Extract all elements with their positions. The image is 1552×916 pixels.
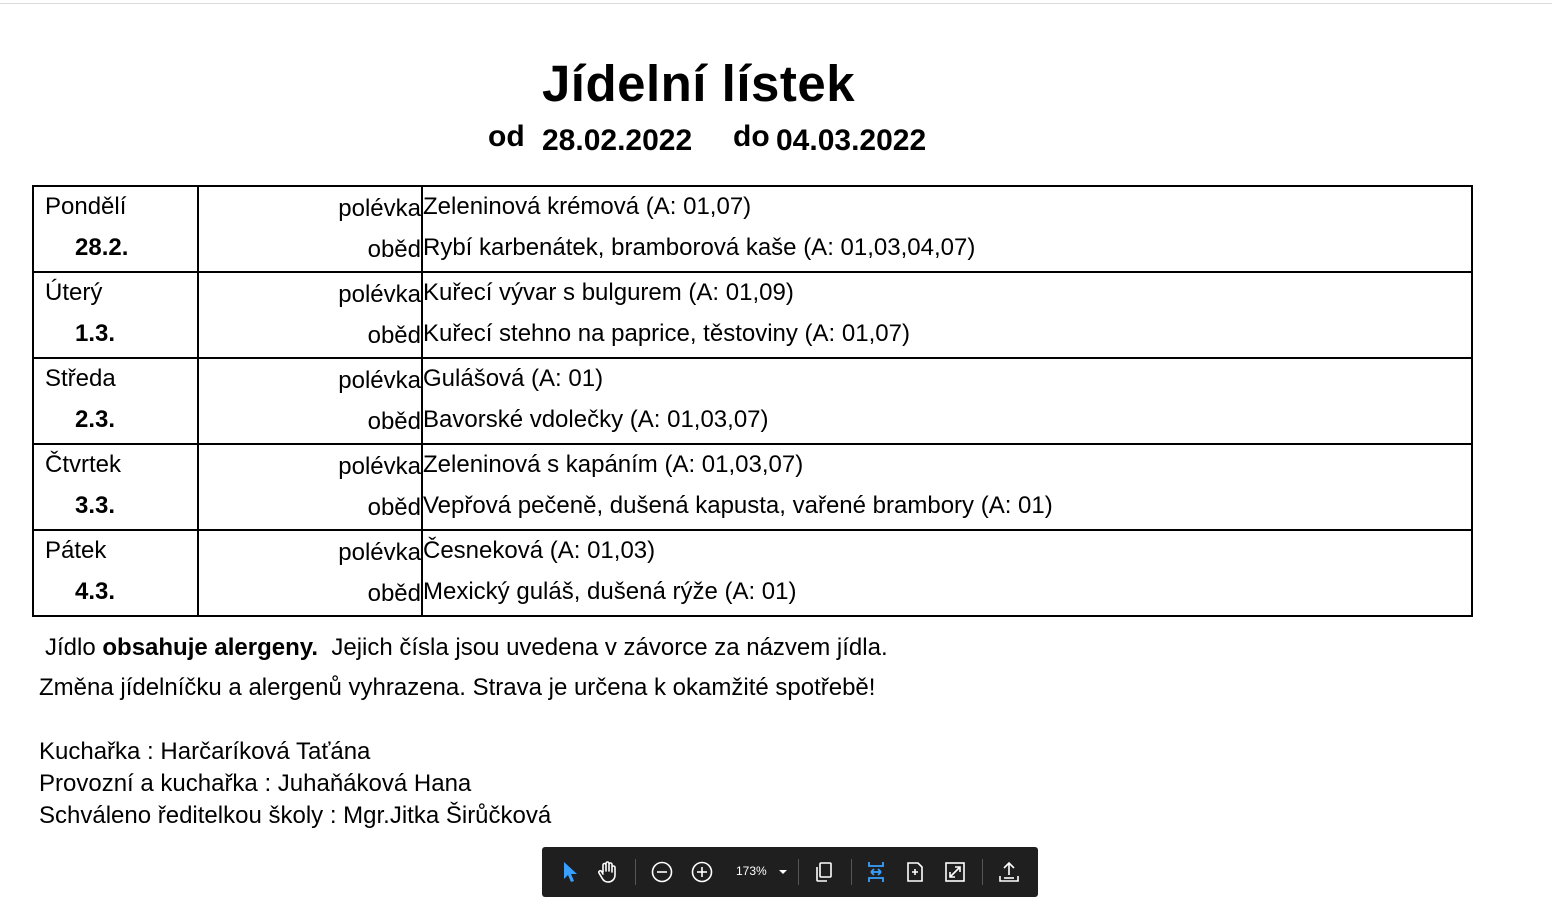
allergen-bold: obsahuje alergeny. — [102, 634, 318, 661]
to-date: 04.03.2022 — [776, 124, 927, 157]
menu-row — [33, 530, 1472, 616]
lunch-dish: Rybí karbenátek, bramborová kaše (A: 01,03,04,07) — [423, 234, 976, 261]
course-type-cell — [198, 444, 422, 530]
fit-width-icon[interactable] — [861, 857, 891, 887]
zoom-in-icon[interactable] — [687, 857, 717, 887]
day-cell — [33, 186, 198, 272]
dish-cell — [422, 186, 1472, 272]
day-cell — [33, 530, 198, 616]
day-name: Úterý — [45, 279, 103, 306]
day-date: 3.3. — [75, 492, 116, 519]
day-name: Pátek — [45, 537, 107, 564]
soup-label: polévka — [338, 539, 421, 566]
from-date: 28.02.2022 — [542, 124, 693, 157]
soup-label: polévka — [338, 453, 421, 480]
menu-table — [32, 185, 1473, 617]
day-date: 2.3. — [75, 406, 116, 433]
soup-label: polévka — [338, 195, 421, 222]
lunch-dish: Kuřecí stehno na paprice, těstoviny (A: 01,07) — [423, 320, 910, 347]
cook-line: Kuchařka : Harčaríková Taťána — [39, 738, 371, 765]
zoom-level[interactable]: 173% — [736, 864, 767, 878]
hand-pan-icon[interactable] — [593, 857, 623, 887]
day-date: 28.2. — [75, 234, 129, 261]
chevron-down-icon[interactable] — [768, 857, 798, 887]
menu-row — [33, 358, 1472, 444]
day-cell — [33, 444, 198, 530]
pdf-toolbar — [542, 847, 1038, 897]
top-divider — [0, 3, 1552, 4]
manager-line: Provozní a kuchařka : Juhaňáková Hana — [39, 770, 472, 797]
lunch-label: oběd — [367, 580, 421, 607]
course-type-cell — [198, 272, 422, 358]
to-label: do — [733, 120, 770, 153]
dish-cell — [422, 444, 1472, 530]
soup-label: polévka — [338, 281, 421, 308]
soup-dish: Kuřecí vývar s bulgurem (A: 01,09) — [423, 279, 794, 306]
day-name: Středa — [45, 365, 116, 392]
approved-line: Schváleno ředitelkou školy : Mgr.Jitka Širůčková — [39, 802, 552, 829]
page-view-icon[interactable] — [809, 857, 839, 887]
menu-row — [33, 186, 1472, 272]
lunch-label: oběd — [367, 494, 421, 521]
lunch-label: oběd — [367, 408, 421, 435]
soup-label: polévka — [338, 367, 421, 394]
menu-row — [33, 272, 1472, 358]
select-cursor-icon[interactable] — [555, 857, 585, 887]
dish-cell — [422, 530, 1472, 616]
day-cell — [33, 272, 198, 358]
dish-cell — [422, 358, 1472, 444]
day-name: Čtvrtek — [45, 451, 122, 478]
allergen-suffix: Jejich čísla jsou uvedena v závorce za názvem jídla. — [331, 634, 888, 661]
dish-cell — [422, 272, 1472, 358]
allergen-note — [45, 634, 888, 662]
soup-dish: Česneková (A: 01,03) — [423, 537, 656, 564]
lunch-label: oběd — [367, 236, 421, 263]
zoom-out-icon[interactable] — [647, 857, 677, 887]
lunch-dish: Mexický guláš, dušená rýže (A: 01) — [423, 578, 797, 605]
lunch-dish: Vepřová pečeně, dušená kapusta, vařené brambory (A: 01) — [423, 492, 1053, 519]
day-date: 1.3. — [75, 320, 116, 347]
soup-dish: Zeleninová s kapáním (A: 01,03,07) — [423, 451, 804, 478]
course-type-cell — [198, 358, 422, 444]
day-name: Pondělí — [45, 193, 127, 220]
lunch-label: oběd — [367, 322, 421, 349]
menu-row — [33, 444, 1472, 530]
lunch-dish: Bavorské vdolečky (A: 01,03,07) — [423, 406, 769, 433]
fullscreen-icon[interactable] — [940, 857, 970, 887]
course-type-cell — [198, 530, 422, 616]
from-label: od — [488, 120, 525, 153]
day-cell — [33, 358, 198, 444]
course-type-cell — [198, 186, 422, 272]
allergen-prefix: Jídlo — [45, 634, 96, 661]
page-title: Jídelní lístek — [541, 55, 856, 112]
day-date: 4.3. — [75, 578, 116, 605]
soup-dish: Zeleninová krémová (A: 01,07) — [423, 193, 752, 220]
soup-dish: Gulášová (A: 01) — [423, 365, 604, 392]
change-notice: Změna jídelníčku a alergenů vyhrazena. Strava je určena k okamžité spotřebě! — [39, 674, 876, 701]
fit-page-icon[interactable] — [900, 857, 930, 887]
share-upload-icon[interactable] — [994, 857, 1024, 887]
